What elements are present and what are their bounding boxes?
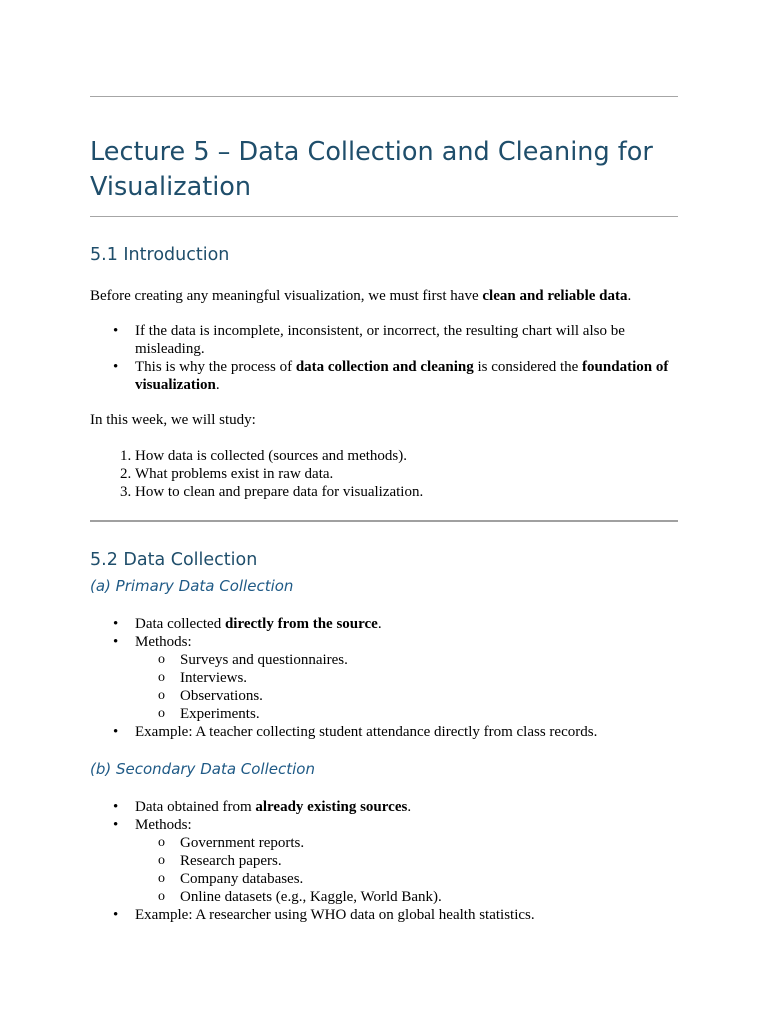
primary-methods-list xyxy=(135,651,678,723)
list-item: o Observations. xyxy=(180,687,678,705)
list-item: • If the data is incomplete, inconsistent, or incorrect, the resulting chart will also be misleading. xyxy=(135,322,678,358)
list-item: 1. How data is collected (sources and methods). xyxy=(135,447,678,465)
list-item: o Company databases. xyxy=(180,870,678,888)
subsection-heading-secondary: (b) Secondary Data Collection xyxy=(90,760,315,778)
document-body xyxy=(90,96,678,924)
list-item xyxy=(135,358,678,394)
list-item: • Example: A researcher using WHO data on global health statistics. xyxy=(135,906,678,924)
bullet-text: Data collected xyxy=(135,616,225,632)
subsection-heading-primary: (a) Primary Data Collection xyxy=(90,577,294,595)
bullet-bold: foundation of visualization xyxy=(135,359,669,393)
section-heading-introduction: 5.1 Introduction xyxy=(90,245,230,265)
list-item: 3. How to clean and prepare data for visualization. xyxy=(135,483,678,501)
study-numbered-list xyxy=(90,447,678,501)
list-item: o Research papers. xyxy=(180,852,678,870)
bullet-text: is considered the xyxy=(473,359,583,375)
bullet-text: . xyxy=(215,377,220,393)
section-heading-data-collection: 5.2 Data Collection xyxy=(90,550,258,570)
list-item: o Government reports. xyxy=(180,834,678,852)
list-item: • Example: A teacher collecting student attendance directly from class records. xyxy=(135,723,678,741)
list-item xyxy=(135,798,678,816)
bullet-text: Data obtained from xyxy=(135,799,256,815)
methods-label: Methods: xyxy=(135,817,192,833)
title-rule xyxy=(90,216,678,217)
study-lead: In this week, we will study: xyxy=(90,412,256,428)
bullet-bold: directly from the source xyxy=(224,616,378,632)
methods-label: Methods: xyxy=(135,634,192,650)
intro-paragraph-end: . xyxy=(627,288,632,304)
primary-bullet-list xyxy=(90,615,678,741)
bullet-text: . xyxy=(377,616,382,632)
intro-bullet-list xyxy=(90,322,678,394)
secondary-bullet-list xyxy=(90,798,678,924)
secondary-methods-list xyxy=(135,834,678,906)
list-item: o Experiments. xyxy=(180,705,678,723)
bullet-text: This is why the process of xyxy=(135,359,296,375)
bullet-bold: data collection and cleaning xyxy=(295,359,474,375)
page-title: Lecture 5 – Data Collection and Cleaning for Visualization xyxy=(90,137,653,202)
list-item: o Online datasets (e.g., Kaggle, World Bank). xyxy=(180,888,678,906)
list-item: o Surveys and questionnaires. xyxy=(180,651,678,669)
list-item xyxy=(135,816,678,906)
intro-paragraph-text: Before creating any meaningful visualization, we must first have xyxy=(90,288,483,304)
section-divider xyxy=(90,520,678,522)
intro-paragraph xyxy=(90,287,678,305)
intro-paragraph-bold: clean and reliable data xyxy=(482,288,628,304)
bullet-bold: already existing sources xyxy=(255,799,408,815)
list-item xyxy=(135,633,678,723)
list-item: o Interviews. xyxy=(180,669,678,687)
list-item: 2. What problems exist in raw data. xyxy=(135,465,678,483)
bullet-text: . xyxy=(407,799,412,815)
list-item xyxy=(135,615,678,633)
